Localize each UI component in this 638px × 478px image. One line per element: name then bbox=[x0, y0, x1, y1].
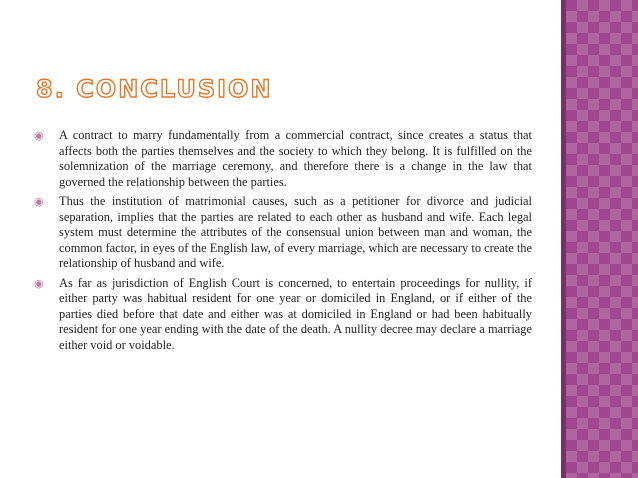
target-bullet-icon: ◉ bbox=[34, 195, 44, 208]
bullet-text: Thus the institution of matrimonial causes, such as a petitioner for divorce and judicial separation, implies that the parties are related to each other as husband and wife. Each legal system must determine the attributes of the consensual union between man and woman, the common factor, in eyes of the English law, of every marriage, which are necessary to create the relationship of husband and wife. bbox=[59, 194, 532, 270]
decorative-side-panel bbox=[566, 0, 638, 478]
bullet-text: As far as jurisdiction of English Court is concerned, to entertain proceedings for nullity, if either party was habitual resident for one year or domiciled in England, or if either of the parties died before that date and either was at domiciled in England or had been habitually resident for one year ending with the date of the death. A nullity decree may declare a marriage either void or voidable. bbox=[59, 275, 532, 352]
bullet-item bbox=[34, 194, 532, 272]
target-bullet-icon: ◉ bbox=[34, 276, 44, 290]
bullet-text: A contract to marry fundamentally from a commercial contract, since creates a status that affects both the parties themselves and the society to which they belong. It is fulfilled on the solemnization of the marriage ceremony, and therefore there is a change in the law that governed the relationship between the parties. bbox=[59, 128, 532, 189]
bullet-item bbox=[34, 128, 532, 190]
bullet-list bbox=[34, 128, 532, 357]
target-bullet-icon: ◉ bbox=[34, 129, 44, 142]
bullet-item bbox=[34, 276, 532, 354]
slide-title: 8. CONCLUSION bbox=[36, 75, 273, 103]
